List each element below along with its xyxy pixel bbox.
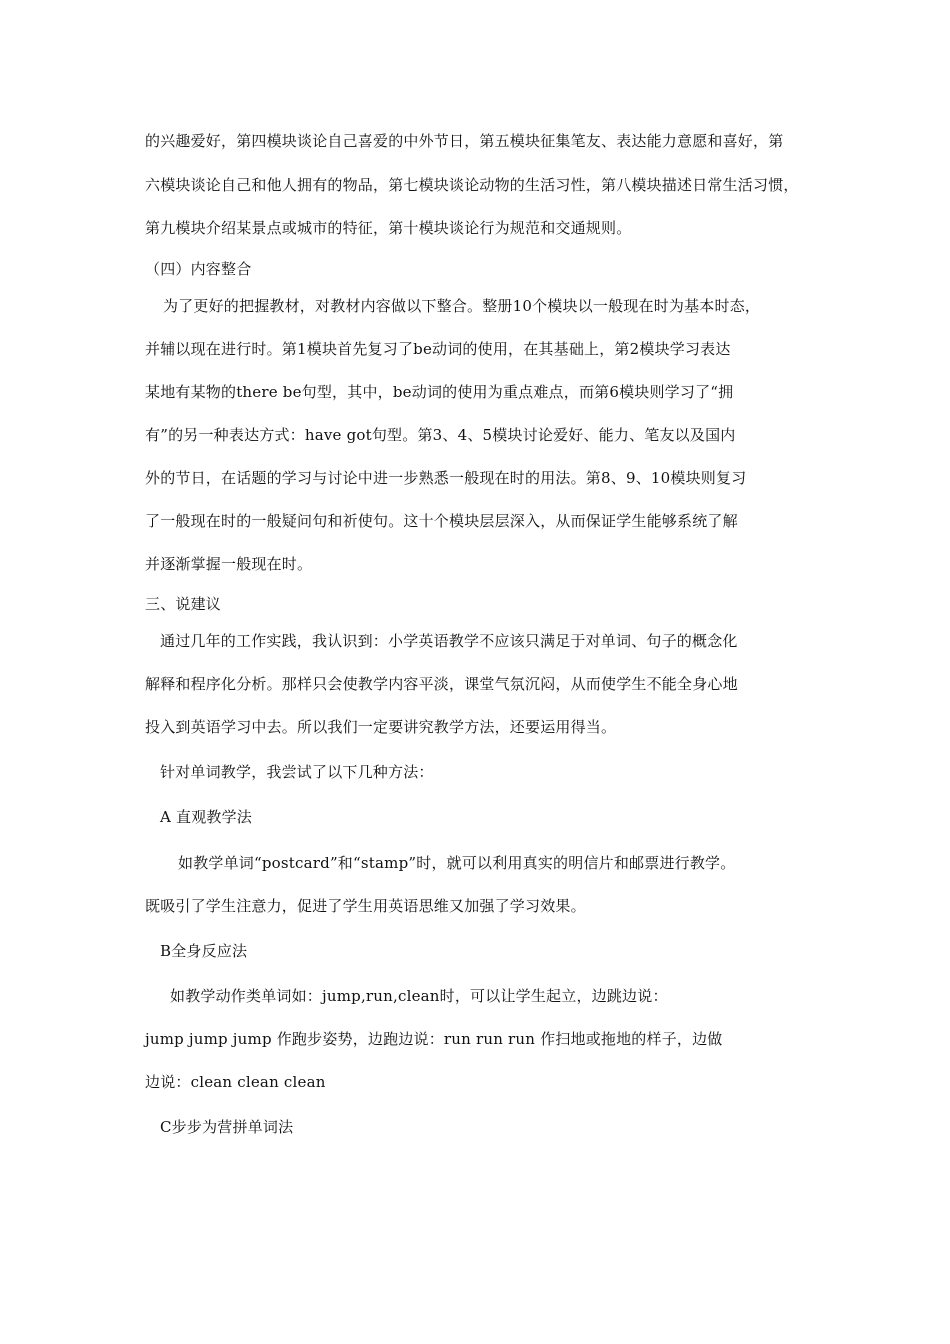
paragraph-line: 既吸引了学生注意力，促进了学生用英语思维又加强了学习效果。	[145, 897, 586, 915]
paragraph-line: jump jump jump 作跑步姿势，边跑边说：run run run 作扫地或拖地的样子，边做	[145, 1030, 723, 1048]
paragraph-line: 如教学单词“postcard”和“stamp”时，就可以利用真实的明信片和邮票进行教学。	[178, 854, 736, 872]
paragraph-line: 第九模块介绍某景点或城市的特征，第十模块谈论行为规范和交通规则。	[145, 219, 632, 237]
section-heading: 三、说建议	[145, 595, 222, 613]
paragraph-line: 了一般现在时的一般疑问句和祈使句。这十个模块层层深入，从而保证学生能够系统了解	[145, 512, 738, 530]
paragraph-line: 针对单词教学，我尝试了以下几种方法：	[160, 763, 434, 781]
paragraph-line: 解释和程序化分析。那样只会使教学内容平淡，课堂气氛沉闷，从而使学生不能全身心地	[145, 675, 738, 693]
section-heading: （四）内容整合	[145, 260, 252, 278]
method-heading: A 直观教学法	[160, 808, 253, 826]
paragraph-line: 边说：clean clean clean	[145, 1073, 326, 1091]
paragraph-line: 某地有某物的there be句型，其中，be动词的使用为重点难点，而第6模块则学习了“拥	[145, 383, 734, 401]
paragraph-line: 外的节日，在话题的学习与讨论中进一步熟悉一般现在时的用法。第8、9、10模块则复习	[145, 469, 747, 487]
paragraph-line: 如教学动作类单词如：jump,run,clean时，可以让学生起立，边跳边说：	[170, 987, 668, 1005]
paragraph-line: 投入到英语学习中去。所以我们一定要讲究教学方法，还要运用得当。	[145, 718, 617, 736]
paragraph-line: 并辅以现在进行时。第1模块首先复习了be动词的使用，在其基础上，第2模块学习表达	[145, 340, 731, 358]
method-heading: C步步为营拼单词法	[160, 1118, 294, 1136]
paragraph-line: 为了更好的把握教材，对教材内容做以下整合。整册10个模块以一般现在时为基本时态，	[163, 297, 761, 315]
paragraph-line: 通过几年的工作实践，我认识到：小学英语教学不应该只满足于对单词、句子的概念化	[160, 632, 738, 650]
paragraph-line: 并逐渐掌握一般现在时。	[145, 555, 313, 573]
paragraph-line: 有”的另一种表达方式：have got句型。第3、4、5模块讨论爱好、能力、笔友以及国内	[145, 426, 736, 444]
method-heading: B全身反应法	[160, 942, 248, 960]
paragraph-line: 六模块谈论自己和他人拥有的物品，第七模块谈论动物的生活习性，第八模块描述日常生活习惯，	[145, 176, 799, 194]
paragraph-line: 的兴趣爱好，第四模块谈论自己喜爱的中外节日，第五模块征集笔友、表达能力意愿和喜好，第	[145, 132, 784, 150]
